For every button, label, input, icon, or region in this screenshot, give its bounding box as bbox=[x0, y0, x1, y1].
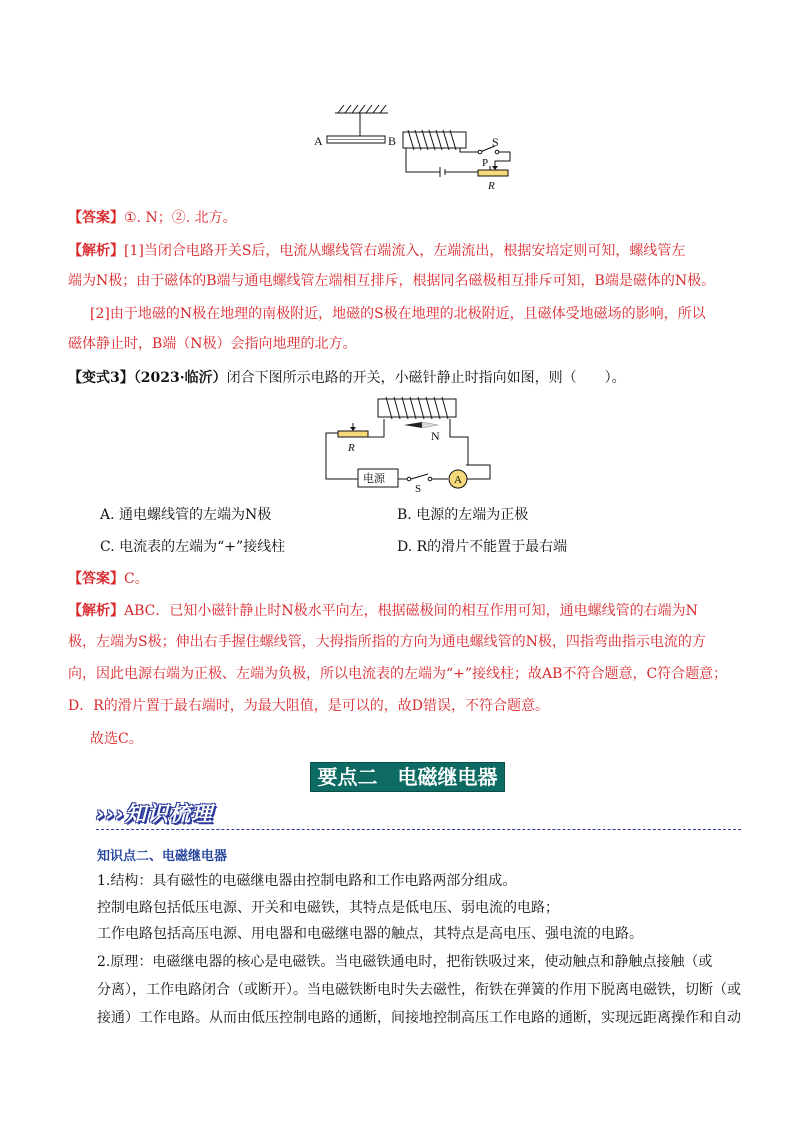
knowledge-line4: 2.原理：电磁继电器的核心是电磁铁。当电磁铁通电时，把衔铁吸过来，使动触点和静触点接触（或 bbox=[97, 954, 713, 970]
answer-2: 【答案】C。 bbox=[68, 571, 149, 587]
figure-compass-circuit bbox=[318, 393, 498, 493]
fig1-label-b: B bbox=[388, 134, 397, 148]
knowledge-banner: ›››知识梳理 bbox=[96, 802, 213, 826]
analysis-1-line2: 端为N极；由于磁体的B端与通电螺线管左端相互排斥，根据同名磁极相互排斥可知，B端是磁体的N极。 bbox=[68, 273, 716, 289]
analysis-2-line4: D．R的滑片置于最右端时，为最大阻值，是可以的，故D错误，不符合题意。 bbox=[68, 698, 549, 714]
analysis-1-line4: 磁体静止时，B端（N极）会指向地理的北方。 bbox=[68, 336, 357, 352]
slider-arrow bbox=[492, 166, 498, 170]
figure-magnet-solenoid-circuit bbox=[300, 100, 530, 195]
ceiling-hatch bbox=[335, 105, 388, 113]
analysis-1-line1: 【解析】[1]当闭合电路开关S后，电流从螺线管右端流入，左端流出，根据安培定则可知，螺线管左 bbox=[68, 243, 686, 259]
rheostat bbox=[478, 170, 508, 176]
banner-divider bbox=[96, 829, 741, 830]
fig2-label-n: N bbox=[431, 429, 440, 443]
knowledge-line5: 分离），工作电路闭合（或断开）。当电磁铁断电时失去磁性，衔铁在弹簧的作用下脱离电磁铁，切断（或 bbox=[97, 982, 741, 998]
fig2-label-power: 电源 bbox=[363, 472, 385, 485]
answer-1 bbox=[68, 208, 237, 228]
knowledge-line2: 控制电路包括低压电源、开关和电磁铁，其特点是低电压、弱电流的电路； bbox=[97, 900, 559, 916]
fig1-label-p: P bbox=[482, 157, 489, 169]
compass-needle-north bbox=[404, 422, 422, 428]
option-c: C. 电流表的左端为“+”接线柱 bbox=[100, 539, 286, 555]
fig1-label-s: S bbox=[492, 135, 499, 149]
knowledge-line1: 1.结构：具有磁性的电磁继电器由控制电路和工作电路两部分组成。 bbox=[97, 873, 517, 889]
answer-tag: 【答案】 bbox=[68, 210, 124, 226]
fig1-label-r: R bbox=[488, 180, 495, 192]
fig2-label-a: A bbox=[454, 474, 462, 486]
fig2-label-s: S bbox=[415, 483, 422, 493]
section-heading: 要点二 电磁继电器 bbox=[310, 762, 505, 792]
analysis-1-line3: [2]由于地磁的N极在地理的南极附近，地磁的S极在地理的北极附近，且磁体受地磁场的影响，所以 bbox=[90, 306, 706, 322]
answer-text: ①. N；②. 北方。 bbox=[124, 210, 237, 226]
fig1-label-a: A bbox=[314, 134, 323, 148]
rheostat-2 bbox=[338, 431, 368, 437]
analysis-2-line2: 极，左端为S极；伸出右手握住螺线管，大拇指所指的方向为通电螺线管的N极，四指弯曲指示电流的方 bbox=[68, 634, 706, 650]
option-b: B. 电源的左端为正极 bbox=[397, 507, 529, 523]
knowledge-line6: 接通）工作电路。从而由低压控制电路的通断，间接地控制高压工作电路的通断，实现远距离操作和自动 bbox=[97, 1010, 741, 1026]
knowledge-subtitle: 知识点二、电磁继电器 bbox=[97, 849, 228, 864]
knowledge-line3: 工作电路包括高压电源、用电器和电磁继电器的触点，其特点是高电压、强电流的电路。 bbox=[97, 926, 643, 942]
compass-needle-south bbox=[422, 422, 438, 428]
analysis-2-line3: 向，因此电源右端为正极、左端为负极，所以电流表的左端为“+”接线柱；故AB不符合题意，C符合题意； bbox=[68, 666, 728, 682]
solenoid-core-2 bbox=[378, 399, 456, 417]
analysis-2-line5: 故选C。 bbox=[90, 731, 143, 747]
variant-3-question: 【变式3】（2023·临沂）闭合下图所示电路的开关，小磁针静止时指向如图，则（ ）。 bbox=[68, 370, 626, 386]
fig2-label-r: R bbox=[348, 442, 355, 454]
analysis-2-line1: 【解析】ABC．已知小磁针静止时N极水平向左，根据磁极间的相互作用可知，通电螺线管的右端为N bbox=[68, 603, 698, 619]
option-d: D. R的滑片不能置于最右端 bbox=[397, 539, 568, 555]
option-a: A. 通电螺线管的左端为N极 bbox=[100, 507, 272, 523]
